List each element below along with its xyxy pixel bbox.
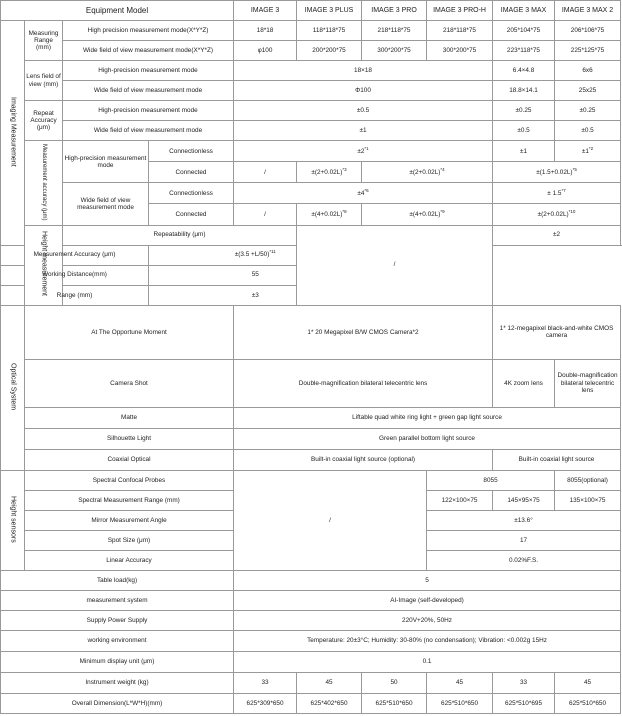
table-row xyxy=(1,21,621,41)
cell-value: $\pm(2+0.02L)^{*4}$ xyxy=(362,162,493,183)
table-row xyxy=(1,121,621,141)
cell-value: 6.4×4.8 xyxy=(493,61,555,81)
cell-value: 17 xyxy=(427,531,621,551)
cell-value: / xyxy=(234,204,297,225)
row-label: Instrument weight (kg) xyxy=(1,672,234,693)
cell-value: 25x25 xyxy=(555,81,621,101)
row-label: Wide field of view measurement mode xyxy=(63,121,234,141)
table-row xyxy=(1,305,621,359)
row-label: High-precision measurement mode xyxy=(63,101,234,121)
row-label: Mirror Measurement Angle xyxy=(25,511,234,531)
row-label: measurement system xyxy=(1,591,234,611)
equipment-model-header: Equipment Model xyxy=(1,1,234,21)
cell-value: ±0.25 xyxy=(555,101,621,121)
cell-value: / xyxy=(234,162,297,183)
height-group-label: Height measurement xyxy=(25,225,63,305)
table-row xyxy=(1,225,621,245)
cell-value: ±1 xyxy=(234,121,493,141)
table-row xyxy=(1,81,621,101)
row-label: Range (mm) xyxy=(1,285,149,305)
cell-value: 5 xyxy=(234,571,621,591)
table-row xyxy=(1,631,621,651)
cell-value: 1* 20 Megapixel B/W CMOS Camera*2 xyxy=(234,305,493,359)
table-row xyxy=(1,61,621,81)
cell-value: 225*125*75 xyxy=(555,41,621,61)
mode-label: Connected xyxy=(149,204,234,225)
cell-value: ±1 xyxy=(493,141,555,162)
cell-value: $\pm 1^{*2}$ xyxy=(555,141,621,162)
cell-value: ± $1.5^{*7}$ xyxy=(493,183,621,204)
table-row xyxy=(1,693,621,713)
imaging-group-label: Imaging Measurement xyxy=(1,21,25,246)
cell-value: ±0.5 xyxy=(234,101,493,121)
model-header: IMAGE 3 PRO xyxy=(362,1,427,21)
cell-value: 4K zoom lens xyxy=(493,359,555,407)
cell-value: $\pm(3.5 +L/50)^{*11}$ xyxy=(149,245,362,265)
cell-value: 625*510*650 xyxy=(555,693,621,713)
cell-value: 218*118*75 xyxy=(427,21,493,41)
mode-label: Connectionless xyxy=(149,183,234,204)
cell-value: 18×18 xyxy=(234,61,493,81)
table-row xyxy=(1,471,621,491)
cell-value: 50 xyxy=(362,672,427,693)
repeat-accuracy-label: Repeat Accuracy (μm) xyxy=(25,101,63,141)
cell-value: $\pm 2^{*1}$ xyxy=(234,141,493,162)
row-label: Spectral Measurement Range (mm) xyxy=(25,491,234,511)
cell-value: $\pm(1.5+0.02L)^{*5}$ xyxy=(493,162,621,183)
table-row xyxy=(1,285,621,305)
table-row xyxy=(1,672,621,693)
table-row xyxy=(1,41,621,61)
cell-value: φ100 xyxy=(234,41,297,61)
cell-value: 625*510*650 xyxy=(362,693,427,713)
cell-value: 0.1 xyxy=(234,651,621,672)
table-row xyxy=(1,651,621,672)
row-label: High-precision measurement mode xyxy=(63,141,149,183)
cell-value: $\pm(2+0.02L)^{*3}$ xyxy=(297,162,362,183)
cell-value: 33 xyxy=(493,672,555,693)
cell-value: 625*309*650 xyxy=(234,693,297,713)
cell-value: $\pm(4+0.02L)^{*8}$ xyxy=(297,204,362,225)
cell-value: 45 xyxy=(555,672,621,693)
row-label: Wide field of view measurement mode(X*Y*Z) xyxy=(63,41,234,61)
cell-value: 625*510*650 xyxy=(427,693,493,713)
measurement-accuracy-label: Measurement accuracy (μm) xyxy=(25,141,63,225)
cell-value: 18*18 xyxy=(234,21,297,41)
row-label: High-precision measurement mode xyxy=(63,61,234,81)
cell-value: ±0.5 xyxy=(555,121,621,141)
height-sensors-group-label: Height sensors xyxy=(1,471,25,571)
row-label: Spot Size (μm) xyxy=(25,531,234,551)
table-row xyxy=(1,591,621,611)
cell-value: ±3 xyxy=(149,285,362,305)
table-row xyxy=(1,141,621,162)
table-row xyxy=(1,359,621,407)
cell-value: ±0.25 xyxy=(493,101,555,121)
measuring-range-label: Measuring Range (mm) xyxy=(25,21,63,61)
cell-value: 145×95×75 xyxy=(493,491,555,511)
cell-value: 205*104*75 xyxy=(493,21,555,41)
cell-value: 8055(optional) xyxy=(555,471,621,491)
row-label: Minimum display unit (μm) xyxy=(1,651,234,672)
cell-value: 33 xyxy=(234,672,297,693)
row-label: Working Distance(mm) xyxy=(1,265,149,285)
cell-value: $\pm(4+0.02L)^{*9}$ xyxy=(362,204,493,225)
model-header: IMAGE 3 PLUS xyxy=(297,1,362,21)
row-label: Repeatability (μm) xyxy=(63,225,297,245)
row-label: At The Opportune Moment xyxy=(25,305,234,359)
row-label: Camera Shot xyxy=(25,359,234,407)
cell-value: 300*200*75 xyxy=(362,41,427,61)
header-row xyxy=(1,1,621,21)
cell-value: 625*402*650 xyxy=(297,693,362,713)
cell-value: / xyxy=(234,471,427,571)
table-row xyxy=(1,571,621,591)
row-label: Spectral Confocal Probes xyxy=(25,471,234,491)
mode-label: Connectionless xyxy=(149,141,234,162)
cell-value: $\pm(2+0.02L)^{*10}$ xyxy=(493,204,621,225)
table-row xyxy=(1,101,621,121)
table-row xyxy=(1,450,621,471)
row-label: Overall Dimension(L*W*H)(mm) xyxy=(1,693,234,713)
row-label: Wide field of view measurement mode xyxy=(63,81,234,101)
cell-value: 118*118*75 xyxy=(297,21,362,41)
table-row xyxy=(1,429,621,450)
table-row xyxy=(1,245,621,265)
cell-value: $\pm 4^{*6}$ xyxy=(234,183,493,204)
cell-value: Φ100 xyxy=(234,81,493,101)
cell-value: 200*200*75 xyxy=(297,41,362,61)
row-label: Wide field of view measurement mode xyxy=(63,183,149,225)
table-row xyxy=(1,265,621,285)
cell-value: 625*510*695 xyxy=(493,693,555,713)
cell-value: ±2 xyxy=(493,225,621,245)
cell-value: ±13.6° xyxy=(427,511,621,531)
cell-value: 122×100×75 xyxy=(427,491,493,511)
cell-value: / xyxy=(297,225,493,305)
table-row xyxy=(1,407,621,428)
cell-value: 55 xyxy=(149,265,362,285)
row-label: Table load(kg) xyxy=(1,571,234,591)
cell-value: 18.8×14.1 xyxy=(493,81,555,101)
model-header: IMAGE 3 PRO-H xyxy=(427,1,493,21)
model-header: IMAGE 3 xyxy=(234,1,297,21)
cell-value: 1* 12-megapixel black-and-white CMOS camera xyxy=(493,305,621,359)
row-label: Supply Power Supply xyxy=(1,611,234,631)
cell-value: 300*200*75 xyxy=(427,41,493,61)
cell-value: Built-in coaxial light source (optional) xyxy=(234,450,493,471)
table-row xyxy=(1,183,621,204)
optical-group-label: Optical System xyxy=(1,305,25,470)
row-label: High precision measurement mode(X*Y*Z) xyxy=(63,21,234,41)
cell-value: Double-magnification bilateral telecentric lens xyxy=(555,359,621,407)
cell-value: 45 xyxy=(297,672,362,693)
cell-value: 45 xyxy=(427,672,493,693)
row-label: Matte xyxy=(25,407,234,428)
table-row xyxy=(1,611,621,631)
cell-value: 206*106*75 xyxy=(555,21,621,41)
row-label: Measurement Accuracy (μm) xyxy=(1,245,149,265)
cell-value: Double-magnification bilateral telecentric lens xyxy=(234,359,493,407)
cell-value: AI-Image (self-developed) xyxy=(234,591,621,611)
row-label: Silhouette Light xyxy=(25,429,234,450)
cell-value: Built-in coaxial light source xyxy=(493,450,621,471)
cell-value: 135×100×75 xyxy=(555,491,621,511)
row-label: Coaxial Optical xyxy=(25,450,234,471)
cell-value: 8055 xyxy=(427,471,555,491)
lens-fov-label: Lens field of view (mm) xyxy=(25,61,63,101)
cell-value: Temperature: 20±3°C; Humidity: 30-80% (no condensation); Vibration: <0.002g 15Hz xyxy=(234,631,621,651)
model-header: IMAGE 3 MAX 2 xyxy=(555,1,621,21)
model-header: IMAGE 3 MAX xyxy=(493,1,555,21)
cell-value: Green parallel bottom light source xyxy=(234,429,621,450)
cell-value: 6x6 xyxy=(555,61,621,81)
row-label: Linear Accuracy xyxy=(25,551,234,571)
cell-value: Liftable quad white ring light + green gap light source xyxy=(234,407,621,428)
cell-value: 223*118*75 xyxy=(493,41,555,61)
row-label: working environment xyxy=(1,631,234,651)
cell-value: 0.02%F.S. xyxy=(427,551,621,571)
cell-value: 220V+20%, 50Hz xyxy=(234,611,621,631)
cell-value: ±0.5 xyxy=(493,121,555,141)
mode-label: Connected xyxy=(149,162,234,183)
cell-value: 218*118*75 xyxy=(362,21,427,41)
